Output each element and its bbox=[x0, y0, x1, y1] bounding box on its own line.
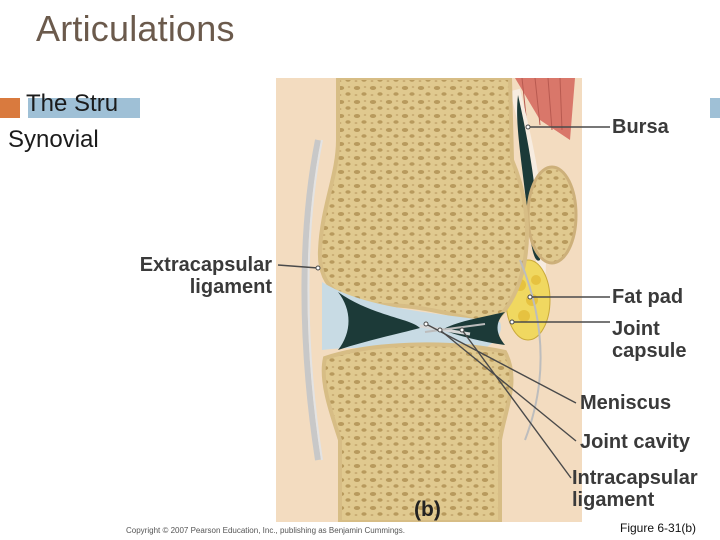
slide-subtitle-line1: The Stru bbox=[26, 90, 119, 117]
slide-title: Articulations bbox=[36, 8, 235, 49]
label-intracapsular-ligament-line1: Intracapsular bbox=[572, 467, 698, 489]
label-intracapsular-ligament-line2: ligament bbox=[572, 489, 655, 511]
slide-subtitle-line2: Synovial bbox=[8, 126, 99, 153]
label-extracapsular-ligament-line2: ligament bbox=[189, 276, 272, 298]
label-bursa: Bursa bbox=[612, 116, 669, 138]
label-fat-pad: Fat pad bbox=[612, 286, 684, 308]
label-extracapsular-ligament-line1: Extracapsular bbox=[139, 254, 272, 276]
panel-letter: (b) bbox=[414, 498, 441, 521]
label-joint-capsule-line1: Joint bbox=[612, 318, 660, 340]
label-joint-cavity: Joint cavity bbox=[580, 431, 691, 453]
figure-reference: Figure 6-31(b) bbox=[620, 521, 697, 535]
label-joint-capsule-line2: capsule bbox=[612, 340, 687, 362]
tibia bbox=[324, 344, 512, 522]
label-meniscus: Meniscus bbox=[580, 392, 672, 414]
patella bbox=[528, 167, 576, 263]
femur bbox=[320, 78, 527, 325]
copyright-notice: Copyright © 2007 Pearson Education, Inc., publishing as Benjamin Cummings. bbox=[126, 526, 405, 535]
